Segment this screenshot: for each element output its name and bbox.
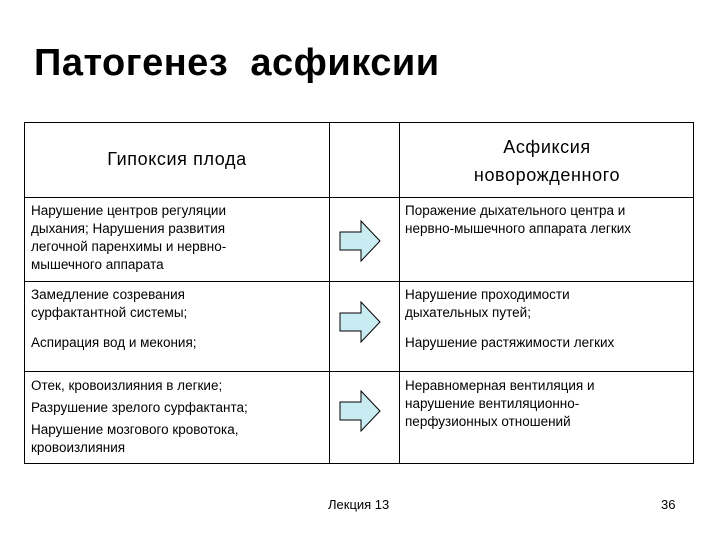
- pathogenesis-table: [24, 122, 694, 464]
- row3-right-cell: Неравномерная вентиляция и нарушение вентиляционно- перфузионных отношений: [405, 378, 595, 429]
- row1-right-cell: Поражение дыхательного центра и нервно-мышечного аппарата легких: [405, 203, 632, 236]
- row1-left-cell: Нарушение центров регуляции дыхания; Нарушения развития легочной паренхимы и нервно- мышечного аппарата: [31, 203, 227, 272]
- arrow-right-icon: [339, 219, 381, 263]
- arrow-right-icon: [339, 389, 381, 433]
- slide-title: Патогенез асфиксии: [34, 42, 440, 84]
- arrow-right-icon: [339, 300, 381, 344]
- footer-page-number: 36: [661, 497, 676, 512]
- footer-lecture-label: Лекция 13: [328, 497, 390, 512]
- column-divider-left: [329, 123, 330, 463]
- row2-left-cell: Замедление созревания сурфактантной системы; Аспирация вод и мекония;: [31, 287, 197, 350]
- header-fetal-hypoxia: Гипоксия плода: [107, 149, 247, 169]
- row3-left-cell: Отек, кровоизлияния в легкие; Разрушение зрелого сурфактанта; Нарушение мозгового кровотока, кровоизлияния: [31, 378, 248, 455]
- row-divider-2: [25, 371, 693, 372]
- row-divider-1: [25, 281, 693, 282]
- row2-right-cell: Нарушение проходимости дыхательных путей; Нарушение растяжимости легких: [405, 287, 615, 350]
- header-newborn-asphyxia: Асфиксия новорожденного: [473, 137, 621, 185]
- row-divider-header: [25, 197, 693, 198]
